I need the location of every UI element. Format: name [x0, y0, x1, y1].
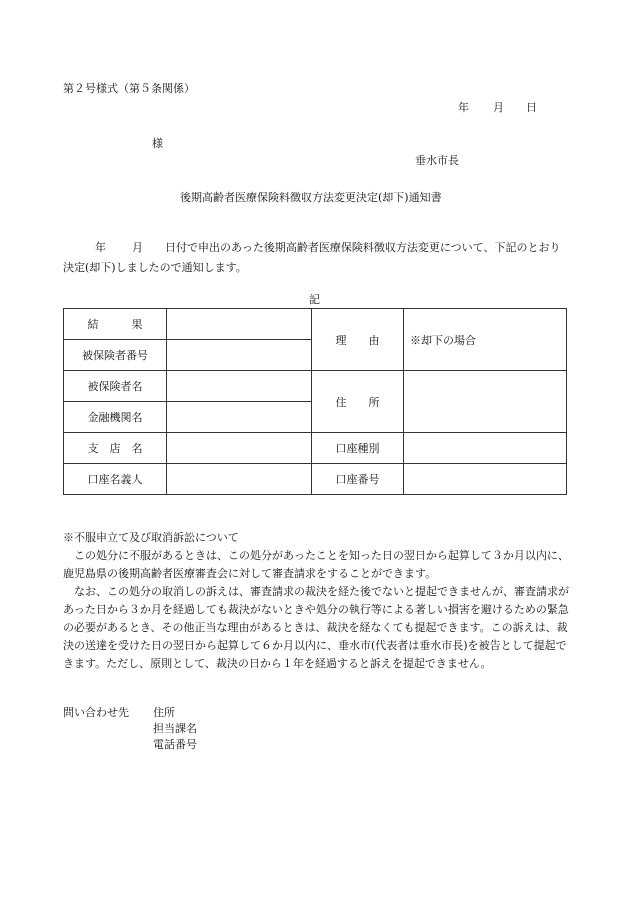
branch-label: 支 店 名 — [64, 433, 167, 464]
address-label: 住 所 — [312, 371, 404, 433]
account-type-value — [404, 433, 567, 464]
account-holder-label: 口座名義人 — [64, 464, 167, 495]
objection-heading: ※不服申立て及び取消訴訟について — [63, 531, 239, 544]
form-id: 第２号様式（第５条関係） — [63, 82, 195, 95]
table-row — [64, 464, 567, 495]
date-line — [458, 99, 537, 115]
address-value — [404, 371, 567, 433]
insured-name-value — [167, 371, 312, 402]
objection-paragraph-1: この処分に不服があるときは、この処分があったことを知った日の翌日から起算して３か月以内に、鹿児島県の後期高齢者医療審査会に対して審査請求をすることができます。 — [63, 549, 569, 580]
account-number-value — [404, 464, 567, 495]
objection-section — [63, 529, 571, 673]
bank-name-label: 金融機関名 — [64, 402, 167, 433]
addressee: 様 — [152, 137, 163, 150]
table-row — [64, 309, 567, 340]
account-holder-value — [167, 464, 312, 495]
reason-note: ※却下の場合 — [404, 309, 567, 371]
document-title: 後期高齢者医療保険料徴収方法変更決定(却下)通知書 — [180, 191, 442, 204]
account-number-label: 口座番号 — [312, 464, 404, 495]
date-month: 月 — [493, 101, 504, 114]
date-year: 年 — [458, 101, 469, 114]
bank-name-value — [167, 402, 312, 433]
branch-value — [167, 433, 312, 464]
table-row — [64, 433, 567, 464]
contact-phone: 電話番号 — [153, 738, 197, 751]
intro-paragraph — [63, 238, 568, 278]
date-day: 日 — [526, 101, 537, 114]
result-label: 結 果 — [64, 309, 167, 340]
contact-label: 問い合わせ先 — [63, 706, 129, 719]
contact-department: 担当課名 — [153, 722, 197, 735]
result-table — [63, 308, 567, 495]
result-value — [167, 309, 312, 340]
objection-paragraph-2: なお、この処分の取消しの訴えは、審査請求の裁決を経た後でないと提起できませんが、審査請求があった日から３か月を経過しても裁決がないときや処分の執行等による著しい損害を避けるための緊急の必要があるとき、その他正当な理由があるときは、裁決を経なくても提起できます。この訴えは、裁決の送達を受けた日の翌日から起算して６か月以内に、垂水市(代表者は垂水市長)を被告として提起できます。ただし、原則として、裁決の日から１年を経過すると訴えを提起できません。 — [63, 585, 569, 670]
contact-address: 住所 — [153, 706, 175, 719]
reason-label: 理 由 — [312, 309, 404, 371]
contact-block — [63, 704, 197, 752]
issuer: 垂水市長 — [415, 154, 459, 167]
account-type-label: 口座種別 — [312, 433, 404, 464]
ki-heading: 記 — [309, 293, 320, 306]
insured-number-value — [167, 340, 312, 371]
intro-year: 年 — [95, 241, 106, 254]
insured-name-label: 被保険者名 — [64, 371, 167, 402]
intro-text: 日付で申出のあった後期高齢者医療保険料徴収方法変更について、下記のとおり決定(却下)しましたので通知します。 — [63, 241, 561, 274]
insured-number-label: 被保険者番号 — [64, 340, 167, 371]
table-row — [64, 371, 567, 402]
intro-month: 月 — [132, 241, 143, 254]
